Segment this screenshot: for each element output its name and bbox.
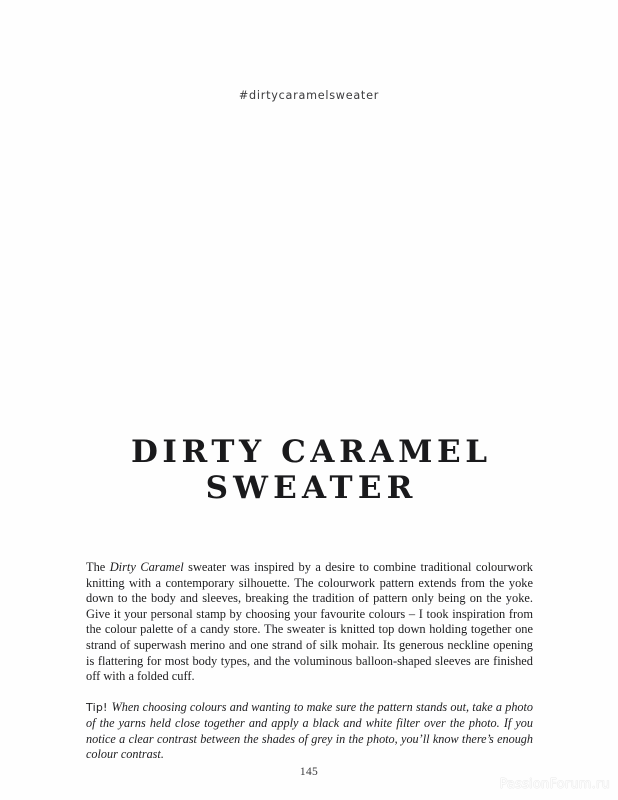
page-title [0, 434, 618, 506]
description-rest: sweater was inspired by a desire to combine traditional colourwork knitting with a contemporary silhouette. The colourwork pattern extends from the yoke down to the body and sleeves, breaking the tradition of pattern only being on the yoke. Give it your personal stamp by choosing your favourite colours – I took inspiration from the colour palette of a candy store. The sweater is knitted top down holding together one strand of superwash merino and one strand of silk mohair. Its generous neckline opening is flattering for most body types, and the voluminous balloon-shaped sleeves are finished off with a folded cuff. [86, 560, 533, 684]
page-title-line-2: SWEATER [205, 470, 418, 506]
description-paragraph [86, 560, 533, 685]
hashtag-container [0, 86, 618, 104]
pattern-hashtag: #dirtycaramelsweater [238, 89, 380, 102]
page-number: 145 [299, 766, 319, 778]
body-copy [86, 560, 533, 763]
pattern-name-emphasis: Dirty Caramel [109, 560, 184, 574]
page-title-line-1: DIRTY CARAMEL [130, 434, 492, 470]
tip-text: When choosing colours and wanting to make sure the pattern stands out, take a photo of the yarns held close together and apply a black and white filter over the photo. If you notice a clear contrast between the shades of grey in the photo, you’ll know there’s enough colour contrast. [86, 700, 533, 762]
description-lead: The [86, 560, 110, 574]
site-watermark: PassionForum.ru [499, 777, 610, 792]
tip-paragraph [86, 700, 533, 762]
tip-label: Tip! [86, 701, 108, 715]
